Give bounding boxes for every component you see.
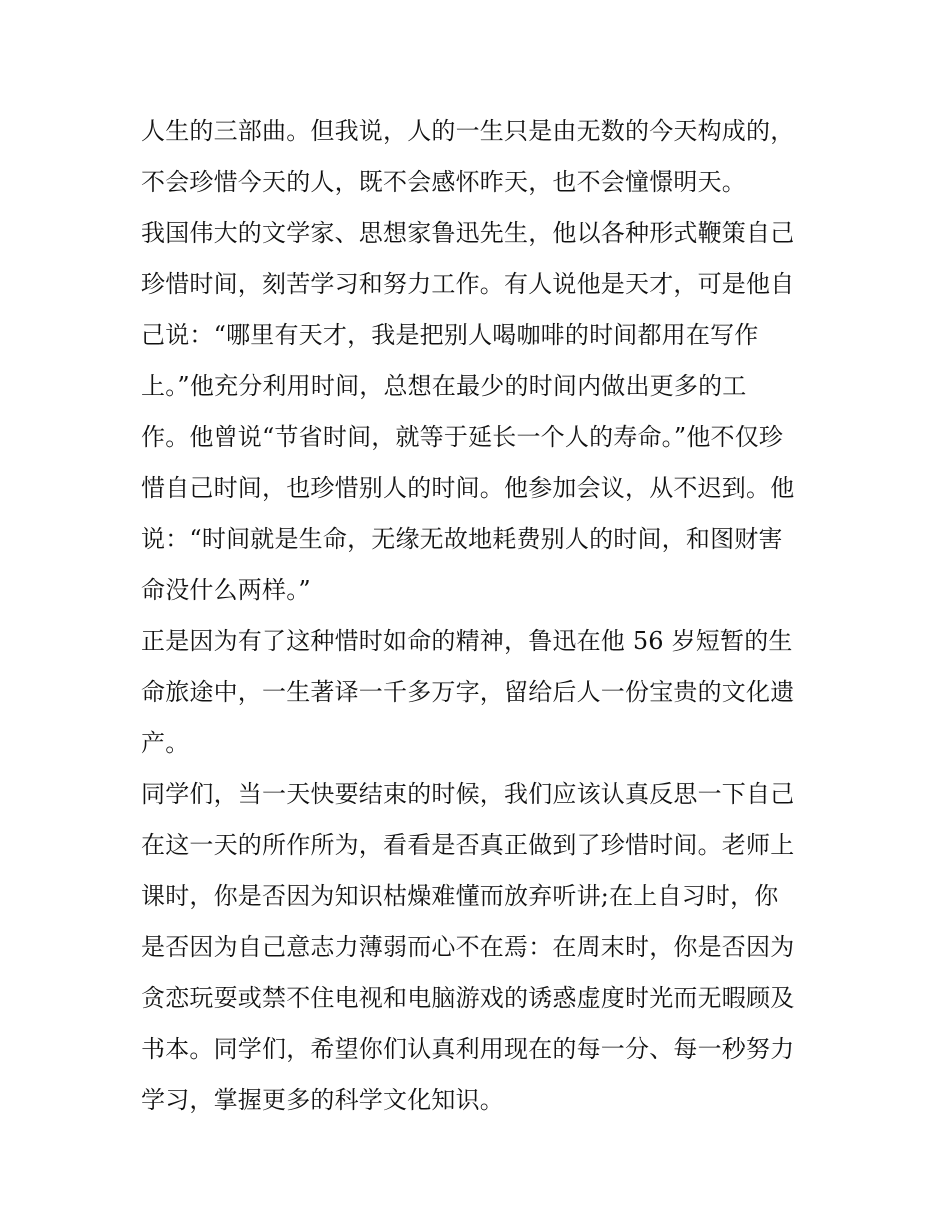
text-line: 不会珍惜今天的人，既不会感怀昨天，也不会憧憬明天。 bbox=[141, 168, 746, 196]
text-line: 命旅途中，一生著译一千多万字，留给后人一份宝贵的文化遗 bbox=[141, 678, 795, 706]
text-line: 我国伟大的文学家、思想家鲁迅先生，他以各种形式鞭策自己 bbox=[141, 219, 795, 247]
text-line: 贪恋玩耍或禁不住电视和电脑游戏的诱惑虚度时光而无暇顾及 bbox=[141, 984, 795, 1012]
text-line: 人生的三部曲。但我说，人的一生只是由无数的今天构成的， bbox=[141, 117, 795, 145]
text-line: 说：“时间就是生命，无缘无故地耗费别人的时间，和图财害 bbox=[141, 525, 783, 553]
text-line: 珍惜时间，刻苦学习和努力工作。有人说他是天才，可是他自 bbox=[141, 270, 795, 298]
text-line: 作。他曾说“节省时间，就等于延长一个人的寿命。”他不仅珍 bbox=[141, 423, 784, 451]
text-line: 同学们，当一天快要结束的时候，我们应该认真反思一下自己 bbox=[141, 780, 795, 808]
text-line: 正是因为有了这种惜时如命的精神，鲁迅在他 56 岁短暂的生 bbox=[141, 627, 793, 655]
text-line: 在这一天的所作所为，看看是否真正做到了珍惜时间。老师上 bbox=[141, 831, 795, 859]
text-line: 命没什么两样。” bbox=[141, 576, 311, 604]
text-line: 上。”他充分利用时间，总想在最少的时间内做出更多的工 bbox=[141, 372, 747, 400]
text-line: 惜自己时间，也珍惜别人的时间。他参加会议，从不迟到。他 bbox=[141, 474, 795, 502]
text-line: 书本。同学们，希望你们认真利用现在的每一分、每一秒努力 bbox=[141, 1035, 795, 1063]
text-line: 课时，你是否因为知识枯燥难懂而放弃听讲;在上自习时，你 bbox=[141, 882, 779, 910]
text-line: 产。 bbox=[141, 729, 190, 757]
document-body bbox=[141, 106, 831, 1126]
text-line: 己说：“哪里有天才，我是把别人喝咖啡的时间都用在写作 bbox=[141, 321, 759, 349]
text-line: 学习，掌握更多的科学文化知识。 bbox=[141, 1086, 504, 1114]
text-line: 是否因为自己意志力薄弱而心不在焉：在周末时，你是否因为 bbox=[141, 933, 795, 961]
